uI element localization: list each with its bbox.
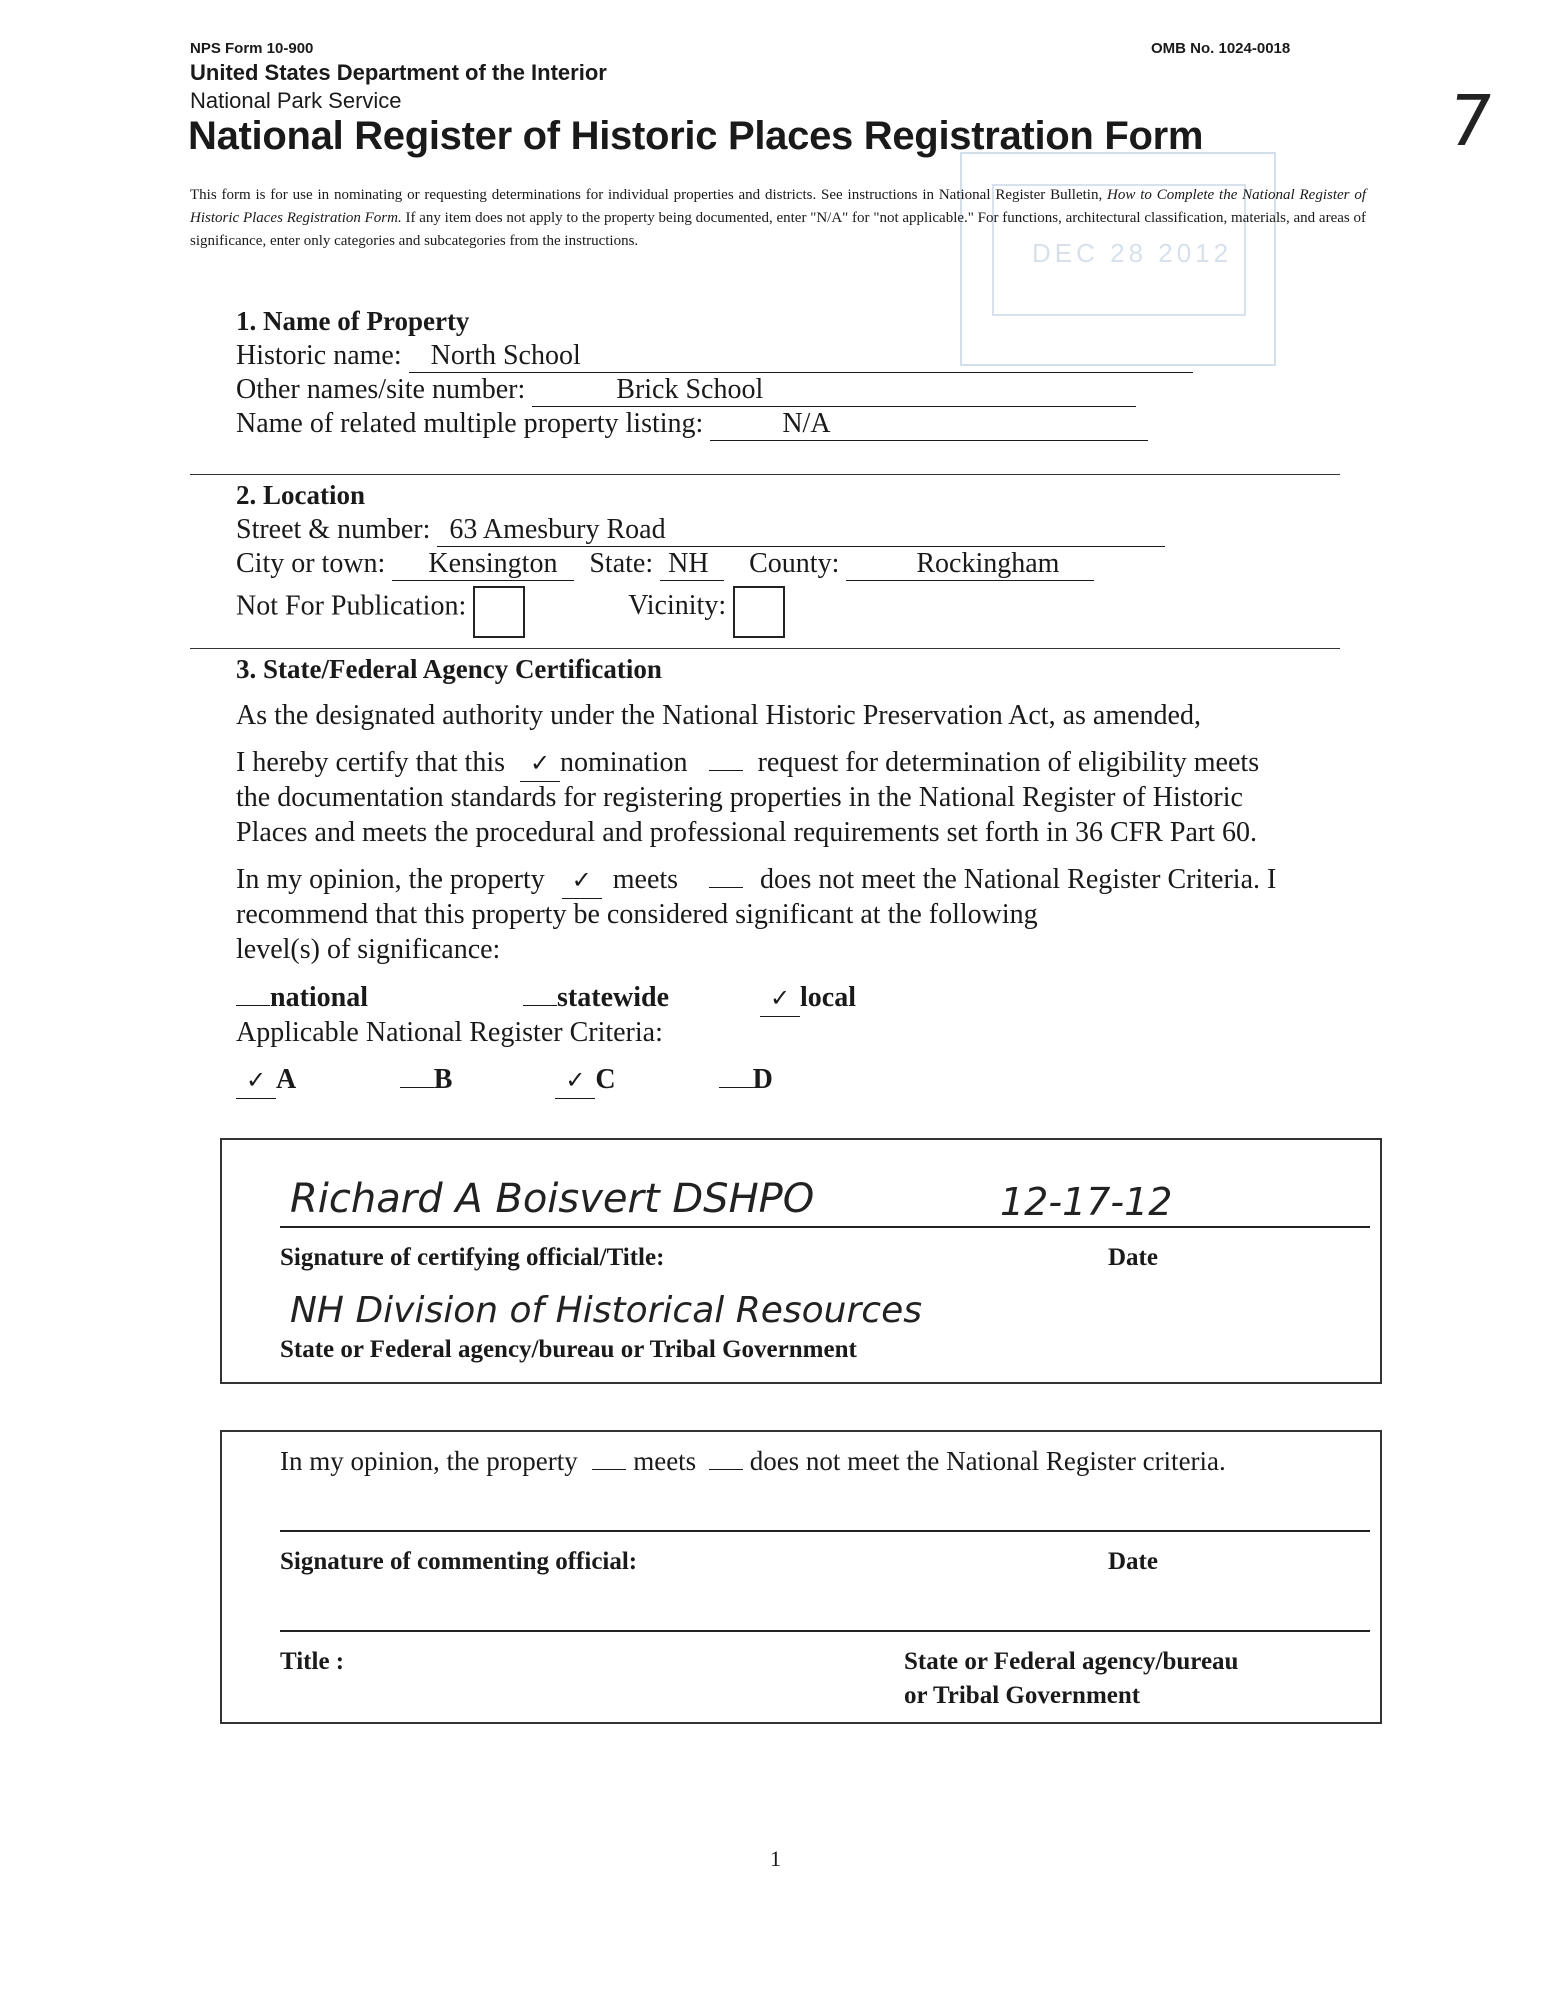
level-statewide: statewide: [557, 982, 670, 1013]
city-row: [236, 548, 1094, 581]
opinion-line-3: level(s) of significance:: [236, 934, 501, 965]
certify-line-3: Places and meets the procedural and professional requirements set forth in 36 CFR Part 60.: [236, 817, 1257, 848]
comment-signature-line: [280, 1530, 1370, 1532]
comment-agency-label-1: State or Federal agency/bureau: [904, 1648, 1239, 1675]
other-names-row: [236, 374, 1136, 407]
comment-title-line: [280, 1630, 1370, 1632]
significance-levels: [236, 980, 856, 1017]
certifying-signature: Richard A Boisvert DSHPO: [290, 1176, 815, 1222]
department-name: United States Department of the Interior: [190, 60, 607, 85]
historic-name-field[interactable]: North School: [409, 340, 1193, 373]
city-field[interactable]: Kensington: [392, 548, 574, 581]
comment-opinion-a: In my opinion, the property: [280, 1446, 578, 1476]
related-listing-label: Name of related multiple property listing:: [236, 408, 704, 439]
certify-line-1: [236, 745, 1259, 782]
historic-name-row: [236, 340, 1193, 373]
stamp-date: DEC 28 2012: [1032, 238, 1233, 268]
section-1-heading: 1. Name of Property: [236, 306, 470, 336]
state-field[interactable]: NH: [660, 548, 724, 581]
county-label: County:: [749, 548, 840, 579]
state-label: State:: [589, 548, 654, 579]
other-names-label: Other names/site number:: [236, 374, 526, 405]
page-number: 1: [770, 1846, 781, 1871]
opinion-text-b: does not meet the National Register Criteria. I: [760, 864, 1277, 895]
comment-opinion-b: does not meet the National Register criteria.: [749, 1446, 1226, 1476]
publication-row: [236, 582, 785, 634]
agency-name: National Park Service: [190, 88, 402, 113]
criterion-d: D: [752, 1064, 773, 1095]
comment-signature-label: Signature of commenting official:: [280, 1548, 638, 1575]
national-blank[interactable]: [236, 983, 270, 1006]
signature-title-label: Signature of certifying official/Title:: [280, 1244, 665, 1271]
criterion-c: C: [595, 1064, 616, 1095]
not-for-publication-checkbox[interactable]: [473, 586, 525, 638]
related-listing-field[interactable]: N/A: [710, 408, 1148, 441]
comment-meets-label: meets: [633, 1446, 697, 1476]
request-blank[interactable]: [709, 748, 743, 771]
street-field[interactable]: 63 Amesbury Road: [437, 514, 1165, 547]
comment-agency-label-2: or Tribal Government: [904, 1682, 1141, 1709]
section-2-heading: 2. Location: [236, 480, 366, 510]
certify-text-b: request for determination of eligibility meets: [757, 747, 1260, 778]
omb-number: OMB No. 1024-0018: [1151, 40, 1291, 57]
comment-does-not-meet-blank[interactable]: [709, 1447, 743, 1470]
section-divider: [190, 474, 1340, 475]
street-label: Street & number:: [236, 514, 431, 545]
criterion-d-blank[interactable]: [719, 1065, 753, 1088]
comment-meets-blank[interactable]: [592, 1447, 626, 1470]
street-row: [236, 514, 1165, 547]
intro-bulletin-title: How to Complete the National Register of Historic Places Registration Form.: [190, 187, 1366, 226]
form-title: National Register of Historic Places Registration Form: [188, 114, 1204, 158]
certification-date: 12-17-12: [1000, 1180, 1173, 1224]
criteria-options: [236, 1062, 773, 1099]
criterion-a: A: [276, 1064, 295, 1095]
instructions-paragraph: [190, 184, 1366, 253]
statewide-blank[interactable]: [523, 983, 557, 1006]
meets-check[interactable]: ✓: [562, 863, 602, 899]
comment-date-label: Date: [1108, 1548, 1158, 1575]
comment-title-label: Title :: [280, 1648, 345, 1675]
agency-label: State or Federal agency/bureau or Tribal Government: [280, 1336, 857, 1363]
section-3-heading: 3. State/Federal Agency Certification: [236, 654, 662, 684]
form-number: NPS Form 10-900: [190, 40, 314, 57]
opinion-text-a: In my opinion, the property: [236, 864, 545, 895]
authority-statement: As the designated authority under the National Historic Preservation Act, as amended,: [236, 700, 1201, 731]
handwritten-page-mark: 7: [1442, 80, 1499, 162]
certify-line-2: the documentation standards for registering properties in the National Register of Historic: [236, 782, 1243, 813]
criterion-a-check[interactable]: ✓: [236, 1063, 276, 1099]
vicinity-checkbox[interactable]: [733, 586, 785, 638]
historic-name-label: Historic name:: [236, 340, 402, 371]
level-local: local: [800, 982, 857, 1013]
nomination-check[interactable]: ✓: [520, 746, 560, 782]
opinion-line-1: [236, 862, 1276, 899]
opinion-line-2: recommend that this property be considered significant at the following: [236, 899, 1038, 930]
vicinity-label: Vicinity:: [628, 590, 727, 622]
opinion-meets-label: meets: [612, 864, 679, 895]
city-label: City or town:: [236, 548, 386, 579]
level-national: national: [270, 982, 369, 1013]
other-names-field[interactable]: Brick School: [532, 374, 1136, 407]
criteria-label: Applicable National Register Criteria:: [236, 1017, 663, 1048]
section-divider: [190, 648, 1340, 649]
criterion-b: B: [433, 1064, 453, 1095]
criterion-b-blank[interactable]: [400, 1065, 434, 1088]
certify-text-a: I hereby certify that this: [236, 747, 506, 778]
criterion-c-check[interactable]: ✓: [555, 1063, 595, 1099]
intro-text-a: This form is for use in nominating or requesting determinations for individual properties and districts. See instructions in National Register Bulletin,: [190, 187, 1108, 203]
related-listing-row: [236, 408, 1148, 441]
local-check[interactable]: ✓: [760, 981, 800, 1017]
comment-opinion-line: [280, 1446, 1226, 1477]
intro-text-b: If any item does not apply to the property being documented, enter "N/A" for "not applicable." For functions, architectural classification, materials, and areas of significance, enter only categories and subcategories from the instructions.: [190, 210, 1366, 249]
county-field[interactable]: Rockingham: [846, 548, 1094, 581]
signature-line: [280, 1226, 1370, 1228]
certify-nomination-label: nomination: [560, 747, 688, 778]
certification-date-label: Date: [1108, 1244, 1158, 1271]
certifying-agency-handwritten: NH Division of Historical Resources: [290, 1290, 922, 1331]
not-for-publication-label: Not For Publication:: [236, 590, 467, 622]
does-not-meet-blank[interactable]: [709, 865, 743, 888]
